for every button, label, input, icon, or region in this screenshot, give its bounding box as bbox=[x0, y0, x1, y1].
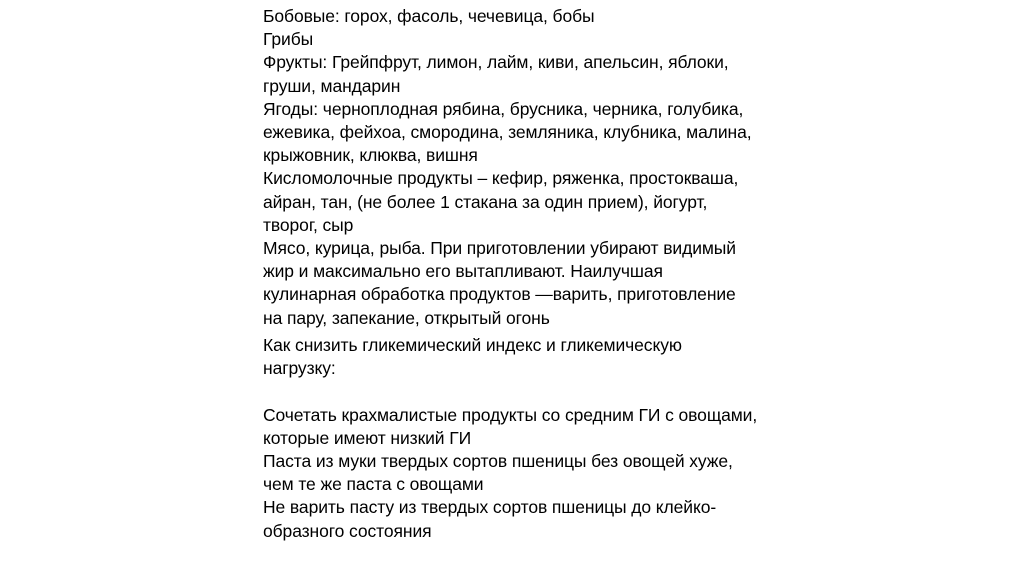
text-line: Грибы bbox=[263, 29, 314, 50]
text-line: Ягоды: черноплодная рябина, брусника, черника, голубика, bbox=[263, 98, 744, 119]
text-line: жир и максимально его вытапливают. Наилучшая bbox=[263, 261, 663, 282]
food-list-text bbox=[263, 5, 783, 330]
text-line: крыжовник, клюква, вишня bbox=[263, 145, 478, 166]
text-line: Сочетать крахмалистые продукты со средним ГИ с овощами, bbox=[263, 404, 758, 425]
text-line: которые имеют низкий ГИ bbox=[263, 427, 472, 448]
glycemic-tips-text bbox=[263, 334, 783, 543]
blank-line bbox=[263, 380, 783, 403]
text-line: Мясо, курица, рыба. При приготовлении убирают видимый bbox=[263, 238, 736, 259]
text-line: на пару, запекание, открытый огонь bbox=[263, 307, 550, 328]
text-line: Кисломолочные продукты – кефир, ряженка, простокваша, bbox=[263, 168, 739, 189]
text-line: творог, сыр bbox=[263, 214, 354, 235]
text-line: Фрукты: Грейпфрут, лимон, лайм, киви, апельсин, яблоки, bbox=[263, 52, 729, 73]
text-line: груши, мандарин bbox=[263, 75, 401, 96]
text-line: ежевика, фейхоа, смородина, земляника, клубника, малина, bbox=[263, 122, 752, 143]
text-line: Паста из муки твердых сортов пшеницы без овощей хуже, bbox=[263, 451, 733, 471]
text-line: чем те же паста с овощами bbox=[263, 474, 484, 495]
text-line: Бобовые: горох, фасоль, чечевица, бобы bbox=[263, 6, 595, 26]
section-heading: Как снизить гликемический индекс и гликемическую bbox=[263, 335, 682, 355]
section-heading: нагрузку: bbox=[263, 358, 336, 379]
text-line: айран, тан, (не более 1 стакана за один прием), йогурт, bbox=[263, 191, 708, 212]
text-line: кулинарная обработка продуктов —варить, приготовление bbox=[263, 284, 736, 305]
text-line: образного состояния bbox=[263, 520, 432, 541]
text-line: Не варить пасту из твердых сортов пшеницы до клейко- bbox=[263, 497, 717, 518]
